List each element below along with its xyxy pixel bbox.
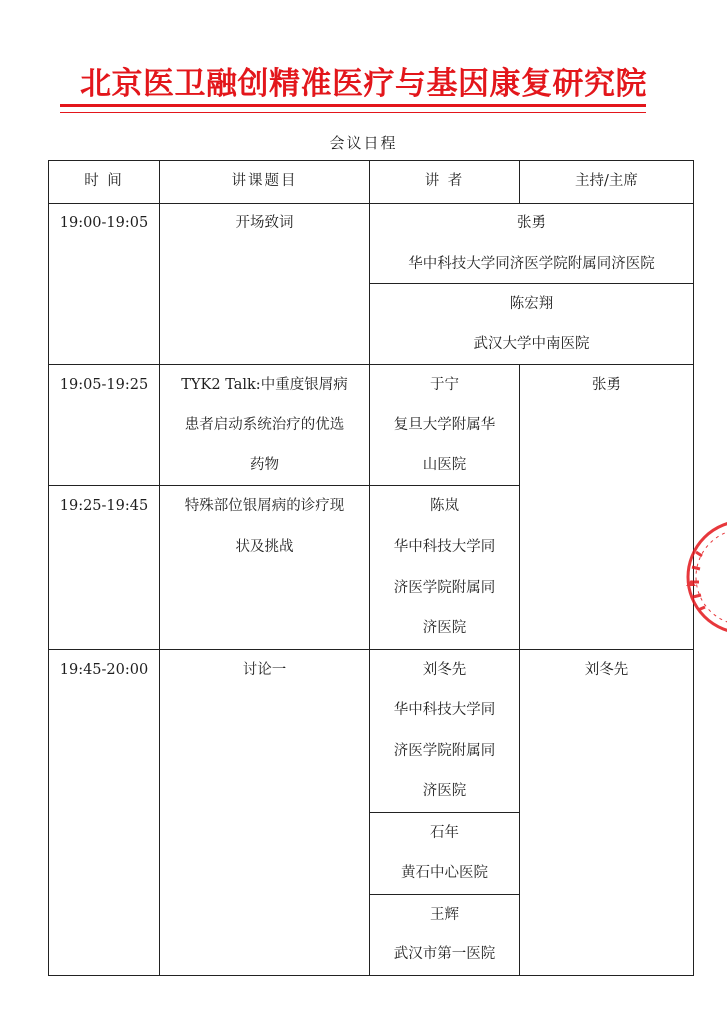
speaker-affiliation: 复旦大学附属华 [393, 417, 496, 433]
speaker-affiliation: 济医学院附属同 [393, 580, 496, 596]
session-chair: 张勇 [592, 377, 621, 393]
seal-stamp-icon [682, 512, 727, 642]
session-topic-line: 药物 [250, 457, 279, 473]
speaker-name: 陈岚 [430, 498, 459, 514]
speaker-affiliation: 济医院 [422, 783, 467, 799]
session-topic: 讨论一 [242, 662, 287, 678]
speaker-affiliation: 华中科技大学同济医学院附属同济医院 [408, 256, 655, 272]
column-header-time: 时 间 [84, 173, 124, 189]
speaker-affiliation: 济医院 [422, 620, 467, 636]
column-divider [159, 160, 160, 976]
speaker-affiliation: 武汉大学中南医院 [473, 336, 590, 352]
session-time: 19:00-19:05 [59, 215, 149, 231]
session-topic-line: 状及挑战 [235, 539, 294, 555]
session-topic: 开场致词 [235, 215, 294, 231]
organization-title: 北京医卫融创精准医疗与基因康复研究院 [80, 66, 647, 102]
speaker-affiliation: 华中科技大学同 [393, 539, 496, 555]
table-border-bottom [48, 975, 694, 976]
column-header-chair: 主持/主席 [575, 173, 638, 189]
session-time: 19:45-20:00 [59, 662, 149, 678]
speaker-affiliation: 武汉市第一医院 [393, 946, 496, 962]
speaker-affiliation: 济医学院附属同 [393, 743, 496, 759]
session-time: 19:05-19:25 [59, 377, 149, 393]
speaker-affiliation: 黄石中心医院 [401, 865, 488, 881]
speaker-affiliation: 华中科技大学同 [393, 702, 496, 718]
session-topic-line: 患者启动系统治疗的优选 [184, 417, 345, 433]
speaker-name: 于宁 [430, 377, 459, 393]
session-topic-line: 特殊部位银屑病的诊疗现 [184, 498, 345, 514]
column-header-topic: 讲课题目 [231, 173, 298, 189]
speaker-name: 陈宏翔 [509, 296, 554, 312]
column-header-speaker: 讲 者 [424, 173, 465, 189]
speaker-name: 王辉 [430, 907, 459, 923]
speaker-name: 刘冬先 [422, 662, 467, 678]
session-time: 19:25-19:45 [59, 498, 149, 514]
speaker-name: 张勇 [517, 215, 546, 231]
session-chair: 刘冬先 [584, 662, 629, 678]
title-rule-thin [60, 112, 646, 113]
agenda-heading: 会议日程 [329, 134, 398, 152]
speaker-affiliation: 山医院 [422, 457, 467, 473]
title-rule-thick [60, 104, 646, 107]
speaker-name: 石年 [430, 825, 459, 841]
session-topic-line: TYK2 Talk:中重度银屑病 [181, 377, 348, 393]
table-border-left [48, 160, 49, 976]
